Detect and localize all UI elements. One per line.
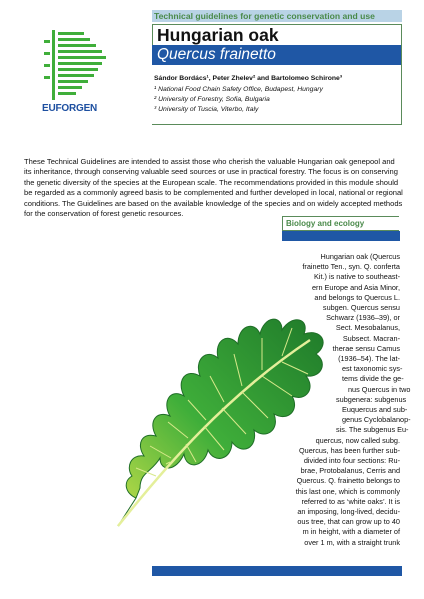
section-line: Kit.) is native to southeast- [314,272,400,282]
section-line: Quercus, has been further sub- [299,445,400,455]
section-line: subgen. Quercus sensu [322,303,400,312]
intro-paragraph: These Technical Guidelines are intended to assist those who cherish the valuable Hungarian oak genepool and its inheritance, through conserving valuable seed sources or use in practical forestry. The focus is on conserving the genetic diversity of the species at the European scale. The recommendations provided in this module should be regarded as a commonly agreed basis to be complemented and further developed in local, national or regional conditions. The Guidelines are based on the available knowledge of the species and on widely accepted methods for the conservation of forest genetic resources. [24,157,403,219]
section-line: m in height, with a diameter of [302,527,400,537]
section-line: brae, Protobalanus, Cerris and [300,466,400,476]
affiliation: ¹ National Food Chain Safety Office, Budapest, Hungary [154,86,323,93]
latin-name: Quercus frainetto [157,46,276,63]
section-line: sis. The subgenus Eu- [336,425,409,435]
affiliation: ³ University of Tuscia, Viterbo, Italy [154,106,259,113]
section-line: ern Europe and Asia Minor, [311,282,400,292]
section-line: nus Quercus in two [348,384,411,394]
header-rule-bottom [152,124,402,125]
section-line: this last one, which is commonly [295,486,400,496]
series-title: Technical guidelines for genetic conservation and use [154,11,375,21]
section-line: an imposing, long-lived, decidu- [297,507,400,516]
affiliation: ² University of Forestry, Sofia, Bulgaria [154,96,270,103]
section-line: (1936–54). The lat- [338,354,400,363]
section-line: frainetto Ten., syn. Q. conferta [302,262,400,272]
section-line: Subsect. Macran- [342,333,400,343]
section-line: est taxonomic sys- [342,364,403,374]
header-rule-right [401,24,402,124]
section-line: divided into four sections: Ru- [303,456,400,465]
section-line: Quercus. Q. frainetto belongs to [296,476,400,486]
latin-name-bar [152,45,402,65]
section-line: tems divide the ge- [342,374,404,384]
section-line: Euquercus and sub- [342,405,408,414]
section-line: Sect. Mesobalanus, [335,323,400,333]
section-line: genus Cyclobalanop- [342,415,411,425]
page-title: Hungarian oak [157,25,279,45]
section-line: referred to as ‘white oaks’. It is [301,496,400,506]
authors: Sándor Bordács¹, Peter Zhelev² and Bartolomeo Schirone³ [154,75,343,82]
bottom-bar [152,566,402,576]
section-heading-box [282,216,399,231]
section-line: therae sensu Camus [332,343,400,353]
section-line: over 1 m, with a straight trunk [304,537,400,547]
section-heading: Biology and ecology [286,219,365,228]
section-line: quercus, now called subg. [315,435,400,445]
section-line: and belongs to Quercus L. [314,292,400,302]
section-line: Schwarz (1936–39), or [326,313,400,323]
logo-text: EUFORGEN [42,103,98,114]
section-line: Hungarian oak (Quercus [320,252,400,261]
section-line: subgenera: subgenus [336,394,407,404]
section-line: ous tree, that can grow up to 40 [297,517,400,527]
euforgen-tree-logo [42,26,110,114]
